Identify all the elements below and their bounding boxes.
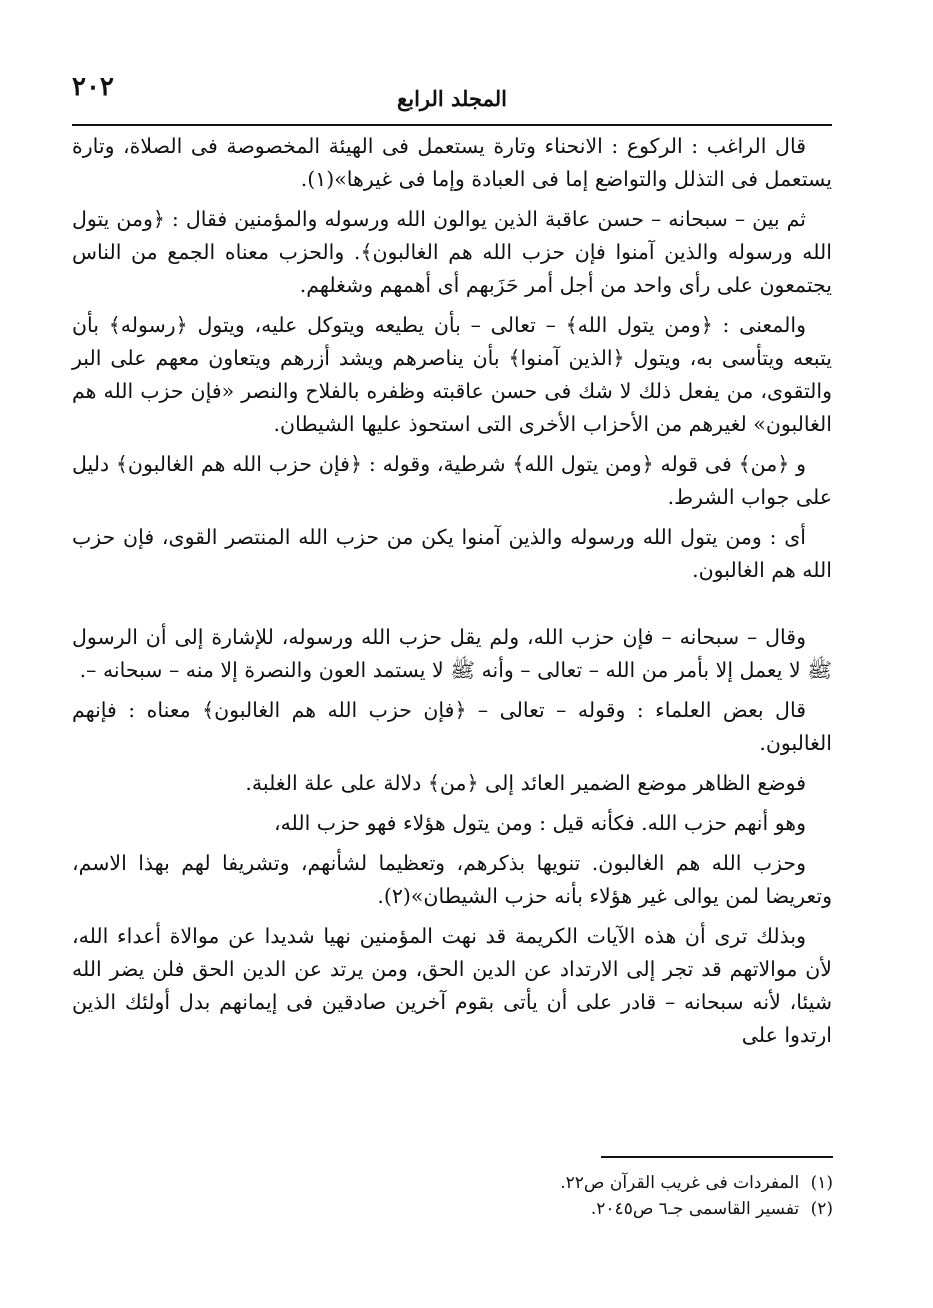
paragraph-6: وقال – سبحانه – فإن حزب الله، ولم يقل حزب الله ورسوله، للإشارة إلى أن الرسول ﷺ لا يعمل إلا بأمر من الله – تعالى – وأنه ﷺ لا يستمد العون والنصرة إلا منه – سبحانه –. xyxy=(72,625,832,682)
footnote-number: (١) xyxy=(810,1173,833,1193)
footnotes xyxy=(193,1170,833,1222)
paragraph-4: و ﴿من﴾ فى قوله ﴿ومن يتول الله﴾ شرطية، وقوله : ﴿فإن حزب الله هم الغالبون﴾ دليل على جواب الشرط. xyxy=(72,452,832,509)
paragraph-5: أى : ومن يتول الله ورسوله والذين آمنوا يكن من حزب الله المنتصر القوى، فإن حزب الله هم الغالبون. xyxy=(72,525,832,582)
footnote-number: (٢) xyxy=(810,1199,833,1219)
paragraph-7: قال بعض العلماء : وقوله – تعالى – ﴿فإن حزب الله هم الغالبون﴾ معناه : فإنهم الغالبون. xyxy=(72,698,832,755)
page-header xyxy=(72,72,832,118)
paragraph-1: قال الراغب : الركوع : الانحناء وتارة يستعمل فى الهيئة المخصوصة فى الصلاة، وتارة يستعمل فى التذلل والتواضع إما فى العبادة وإما فى غيرها»(١). xyxy=(72,134,832,191)
paragraph-9: وهو أنهم حزب الله. فكأنه قيل : ومن يتول هؤلاء فهو حزب الله، xyxy=(273,811,806,835)
body-text xyxy=(72,130,832,1059)
footnote-text: المفردات فى غريب القرآن ص٢٢. xyxy=(560,1173,800,1193)
footnote-rule xyxy=(601,1156,833,1158)
paragraph-3: والمعنى : ﴿ومن يتول الله﴾ – تعالى – بأن يطيعه ويتوكل عليه، ويتول ﴿رسوله﴾ بأن يتبعه ويتأسى به، ويتول ﴿الذين آمنوا﴾ بأن يناصرهم ويشد أزرهم ويتعاون معهم على البر والتقوى، من يفعل ذلك لا شك فى حسن عاقبته وظفره بالفلاح والنصر «فإن حزب الله هم الغالبون» لغيرهم من الأحزاب الأخرى التى استحوذ عليها الشيطان. xyxy=(72,313,832,436)
paragraph-8: فوضع الظاهر موضع الضمير العائد إلى ﴿من﴾ دلالة على علة الغلبة. xyxy=(245,771,806,795)
footnote-text: تفسير القاسمى جـ٦ ص٢٠٤٥. xyxy=(590,1199,800,1219)
page-number: ٢٠٢ xyxy=(72,72,114,102)
running-title: المجلد الرابع xyxy=(397,86,507,111)
paragraph-11: وبذلك ترى أن هذه الآيات الكريمة قد نهت المؤمنين نهيا شديدا عن موالاة أعداء الله، لأن موالاتهم قد تجر إلى الارتداد عن الدين الحق، ومن يرتد عن الدين الحق فلن يضر الله شيئا، لأنه سبحانه – قادر على أن يأتى بقوم آخرين صادقين فى إيمانهم بدل أولئك الذين ارتدوا على xyxy=(72,924,832,1047)
paragraph-2: ثم بين – سبحانه – حسن عاقبة الذين يوالون الله ورسوله والمؤمنين فقال : ﴿ومن يتول الله ورسوله والذين آمنوا فإن حزب الله هم الغالبون﴾. والحزب معناه الجمع من الناس يجتمعون على رأى واحد من أجل أمر حَزَبهم أى أهمهم وشغلهم. xyxy=(72,207,832,297)
footnote-1 xyxy=(193,1170,833,1196)
footnote-2 xyxy=(193,1196,833,1222)
header-rule xyxy=(72,124,832,126)
paragraph-10: وحزب الله هم الغالبون. تنويها بذكرهم، وتعظيما لشأنهم، وتشريفا لهم بهذا الاسم، وتعريضا لمن يوالى غير هؤلاء بأنه حزب الشيطان»(٢). xyxy=(72,851,832,908)
